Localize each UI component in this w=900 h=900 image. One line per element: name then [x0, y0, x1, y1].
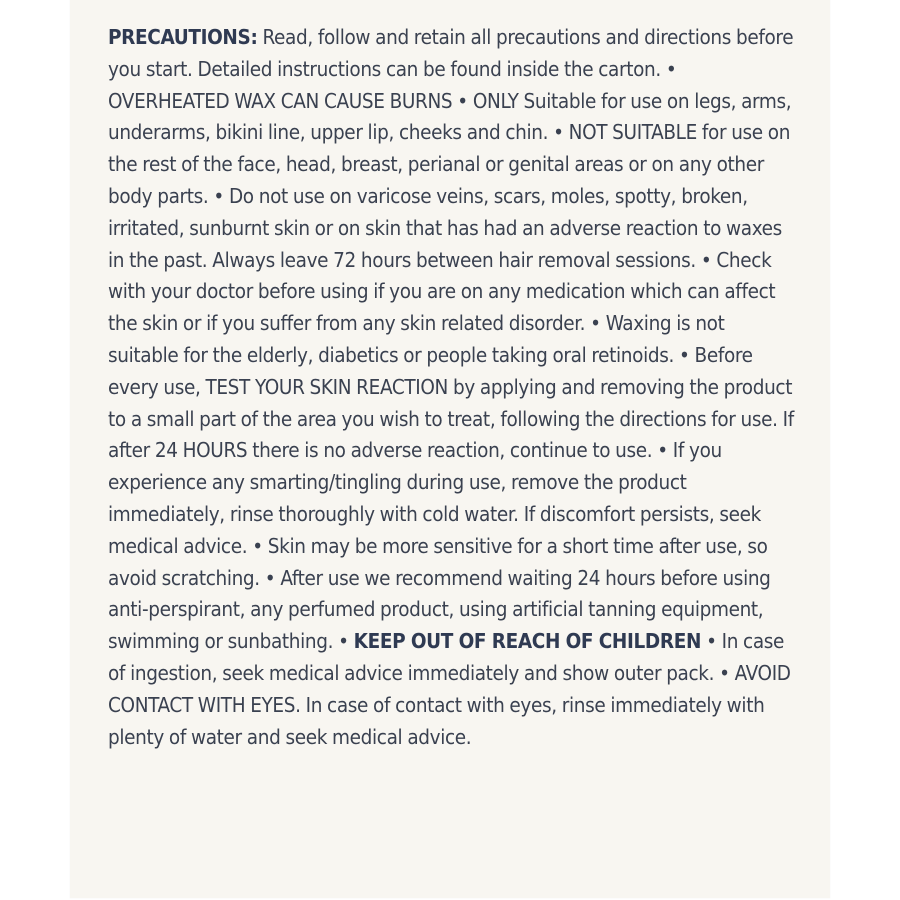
- precautions-paragraph: [108, 22, 798, 753]
- precautions-text-part1: Read, follow and retain all precautions and directions before you start. Detailed instructions can be found inside the carton. • OVERHEATED WAX CAN CAUSE BURNS • ONLY Suitable for use on legs, arms, underarms, bikini line, upper lip, cheeks and chin. • NOT SUITABLE for use on the rest of the face, head, breast, perianal or genital areas or on any other body parts. • Do not use on varicose veins, scars, moles, spotty, broken, irritated, sunburnt skin or on skin that has had an adverse reaction to waxes in the past. Always leave 72 hours between hair removal sessions. • Check with your doctor before using if you are on any medication which can affect the skin or if you suffer from any skin related disorder. • Waxing is not suitable for the elderly, diabetics or people taking oral retinoids. • Before every use, TEST YOUR SKIN REACTION by applying and removing the product to a small part of the area you wish to treat, following the directions for use. If after 24 HOURS there is no adverse reaction, continue to use. • If you experience any smarting/tingling during use, remove the product immediately, rinse thoroughly with cold water. If discomfort persists, seek medical advice. • Skin may be more sensitive for a short time after use, so avoid scratching. • After use we recommend waiting 24 hours before using anti-perspirant, any perfumed product, using artificial tanning equipment, swimming or sunbathing. •: [108, 25, 794, 654]
- precautions-text-part2: • In case of ingestion, seek medical advice immediately and show outer pack. • AVOID CONTACT WITH EYES. In case of contact with eyes, rinse immediately with plenty of water and seek medical advice.: [108, 629, 791, 749]
- precautions-heading: PRECAUTIONS:: [108, 25, 258, 49]
- label-panel: [70, 0, 830, 898]
- keep-away-from-children-warning: KEEP OUT OF REACH OF CHILDREN: [353, 629, 702, 654]
